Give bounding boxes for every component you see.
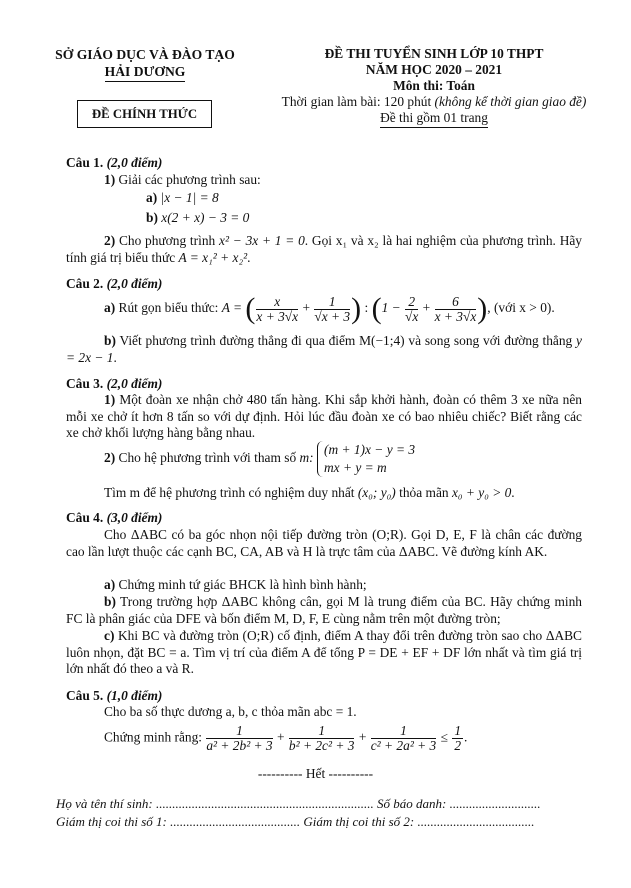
fraction: $\frac{1}{√x + 3}$	[314, 293, 351, 324]
q3-part2: 2) Cho hệ phương trình với tham số m: (m + 1)x − y = 3 mx + y = m	[104, 442, 416, 475]
q4-part-b: b) Trong trường hợp ΔABC không cân, gọi M là trung điểm của BC. Hãy chứng minh FC là phân giác của DFE và bốn điểm M, D, F, E cùng nằm trên một đường tròn;	[66, 594, 582, 626]
exam-pages: Đề thi gồm 01 trang	[380, 110, 488, 128]
fraction: $\frac{1}{\text{c² + 2a² + 3}}$	[370, 723, 437, 753]
end-mark: ---------- Hết ----------	[257, 766, 374, 781]
official-exam-box: ĐỀ CHÍNH THỨC	[77, 100, 212, 128]
q2-heading: Câu 2. (2,0 điểm)	[66, 276, 163, 291]
q1-part1: 1) Giải các phương trình sau:	[104, 172, 261, 187]
equation-system: (m + 1)x − y = 3 mx + y = m	[317, 441, 415, 477]
department-header	[40, 46, 250, 82]
q1-heading: Câu 1. (2,0 điểm)	[66, 155, 163, 170]
exam-subject: Môn thi: Toán	[393, 78, 475, 93]
q4-part-a: a) Chứng minh tứ giác BHCK là hình bình hành;	[104, 577, 367, 592]
department-name: SỞ GIÁO DỤC VÀ ĐÀO TẠO	[55, 47, 235, 62]
q2-part-a: a) Rút gọn biểu thức: A = ( $\frac{x}{x + 3√x}$ + $\frac{1}{√x + 3}$ ) : (1 − $\frac{2}{√x}$ + $\frac{6}{x + 3√x}$ ), (với x > 0).	[104, 292, 555, 325]
fraction: $\frac{x}{x + 3√x}$	[256, 293, 299, 324]
q1-part-b: b) x(2 + x) − 3 = 0	[146, 210, 250, 225]
exam-title: ĐỀ THI TUYỂN SINH LỚP 10 THPT	[324, 46, 544, 61]
q4-intro: Cho ΔABC có ba góc nhọn nội tiếp đường tròn (O;R). Gọi D, E, F là chân các đường cao lần lượt thuộc các cạnh BC, CA, AB và H là trực tâm của ΔABC. Vẽ đường kính AK.	[66, 527, 582, 559]
exam-year: NĂM HỌC 2020 – 2021	[365, 62, 503, 77]
fraction: $\frac{1}{2}$	[454, 723, 462, 753]
fraction: $\frac{1}{\text{b² + 2c² + 3}}$	[288, 723, 355, 753]
q3-heading: Câu 3. (2,0 điểm)	[66, 376, 163, 391]
q4-part-c: c) Khi BC và đường tròn (O;R) cố định, điểm A thay đổi trên đường tròn sao cho ΔABC luôn nhọn, đặt BC = a. Tìm vị trí của điểm A để tổng P = DE + EF + DF lớn nhất và tìm giá trị lớn nhất đó theo a và R.	[66, 628, 582, 676]
q1-part2: 2) Cho phương trình x² − 3x + 1 = 0. Gọi x₁ và x₂ là hai nghiệm của phương trình. Hãy tính giá trị biểu thức A = x₁² + x₂².	[66, 233, 582, 265]
fraction: $\frac{1}{\text{a² + 2b² + 3}}$	[206, 723, 273, 753]
q5-heading: Câu 5. (1,0 điểm)	[66, 688, 163, 703]
q3-part2-question: Tìm m để hệ phương trình có nghiệm duy nhất (x₀; y₀) thỏa mãn x₀ + y₀ > 0.	[104, 485, 515, 500]
q3-part1: 1) Một đoàn xe nhận chở 480 tấn hàng. Khi sắp khởi hành, đoàn có thêm 3 xe nữa nên mỗi xe chở ít hơn 8 tấn so với dự định. Hỏi lúc đầu đoàn xe có bao nhiêu chiếc? Biết rằng các xe chở khối lượng hàng bằng nhau.	[66, 392, 582, 440]
candidate-info-line: Họ và tên thí sinh: ................................................................... Số báo danh: ............................	[56, 796, 541, 811]
exam-time: Thời gian làm bài: 120 phút (không kể thời gian giao đề)	[281, 94, 587, 109]
q4-heading: Câu 4. (3,0 điểm)	[66, 510, 163, 525]
q1-part-a: a) |x − 1| = 8	[146, 190, 219, 205]
q2-part-b: b) Viết phương trình đường thẳng đi qua điểm M(−1;4) và song song với đường thẳng y = 2x − 1.	[66, 333, 582, 365]
province-name: HẢI DƯƠNG	[105, 63, 186, 82]
q5-intro: Cho ba số thực dương a, b, c thỏa mãn abc = 1.	[104, 704, 357, 719]
fraction: $\frac{2}{√x}$	[405, 293, 419, 324]
proctor-line: Giám thị coi thi số 1: ........................................ Giám thị coi thi số 2: ....................................	[56, 814, 535, 829]
fraction: $\frac{6}{x + 3√x}$	[434, 293, 477, 324]
q5-inequality: Chứng minh rằng: $\frac{1}{\text{a² + 2b² + 3}}$ + $\frac{1}{\text{b² + 2c² + 3}}$ + $\frac{1}{\text{c² + 2a² + 3}}$ ≤ $\frac{1}{2}$ .	[104, 723, 468, 753]
exam-header	[266, 46, 602, 128]
